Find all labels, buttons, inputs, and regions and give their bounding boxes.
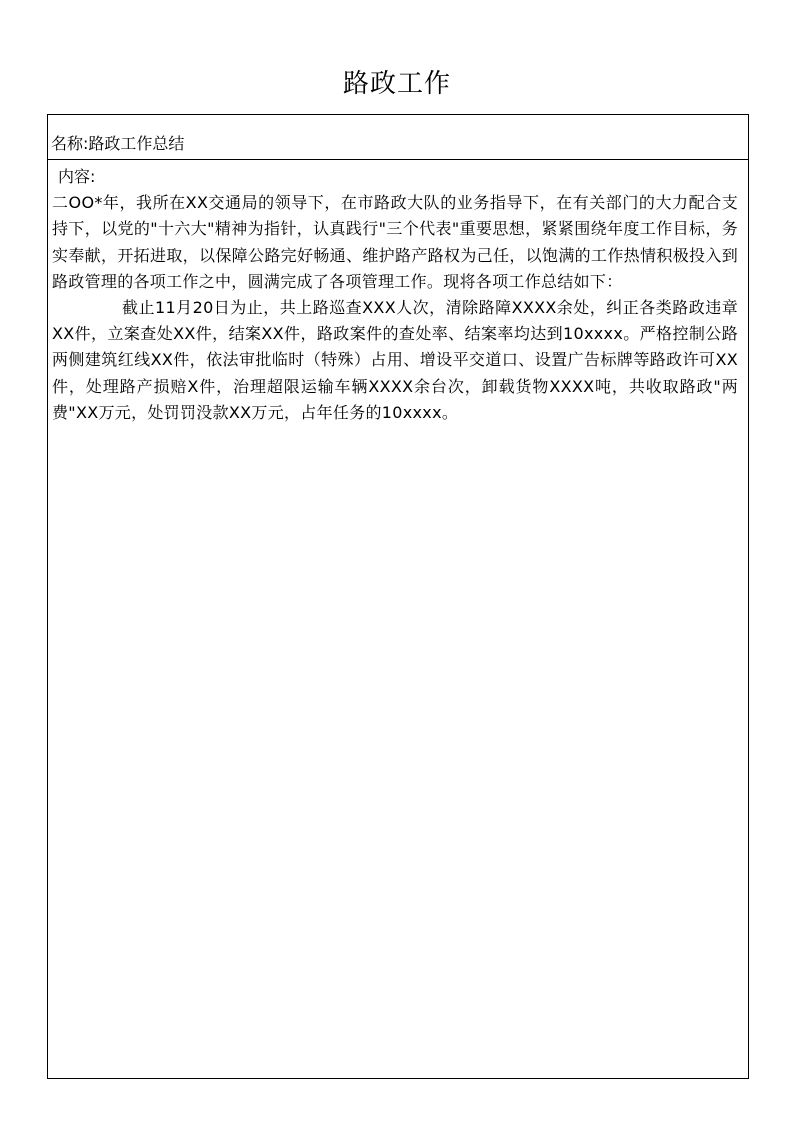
content-paragraph-statistics: 截止11月20日为止，共上路巡查XXX人次，清除路障XXXX余处，纠正各类路政违章XX件，立案查处XX件，结案XX件，路政案件的查处率、结案率均达到10xxxx。严格控制公路两侧建筑红线XX件，依法审批临时（特殊）占用、增设平交道口、设置广告标牌等路政许可XX件，处理路产损赔X件，治理超限运输车辆XXXX余台次，卸载货物XXXX吨，共收取路政"两费"XX万元，处罚罚没款XX万元，占年任务的10xxxx。 (52, 298, 738, 422)
document-title: 路政工作 (342, 69, 451, 99)
content-label: 内容: (58, 167, 96, 186)
name-row (48, 115, 748, 160)
summary-form (47, 114, 749, 1079)
name-value: 路政工作总结 (88, 134, 185, 153)
name-label: 名称: (51, 134, 89, 153)
content-paragraph-intro: 二OO*年，我所在XX交通局的领导下，在市路政大队的业务指导下，在有关部门的大力配合支持下，以党的"十六大"精神为指针，认真践行"三个代表"重要思想，紧紧围绕年度工作目标，务实奉献，开拓进取，以保障公路完好畅通、维护路产路权为己任，以饱满的工作热情积极投入到路政管理的各项工作之中，圆满完成了各项管理工作。现将各项工作总结如下： (52, 193, 738, 291)
content-area (48, 160, 748, 426)
